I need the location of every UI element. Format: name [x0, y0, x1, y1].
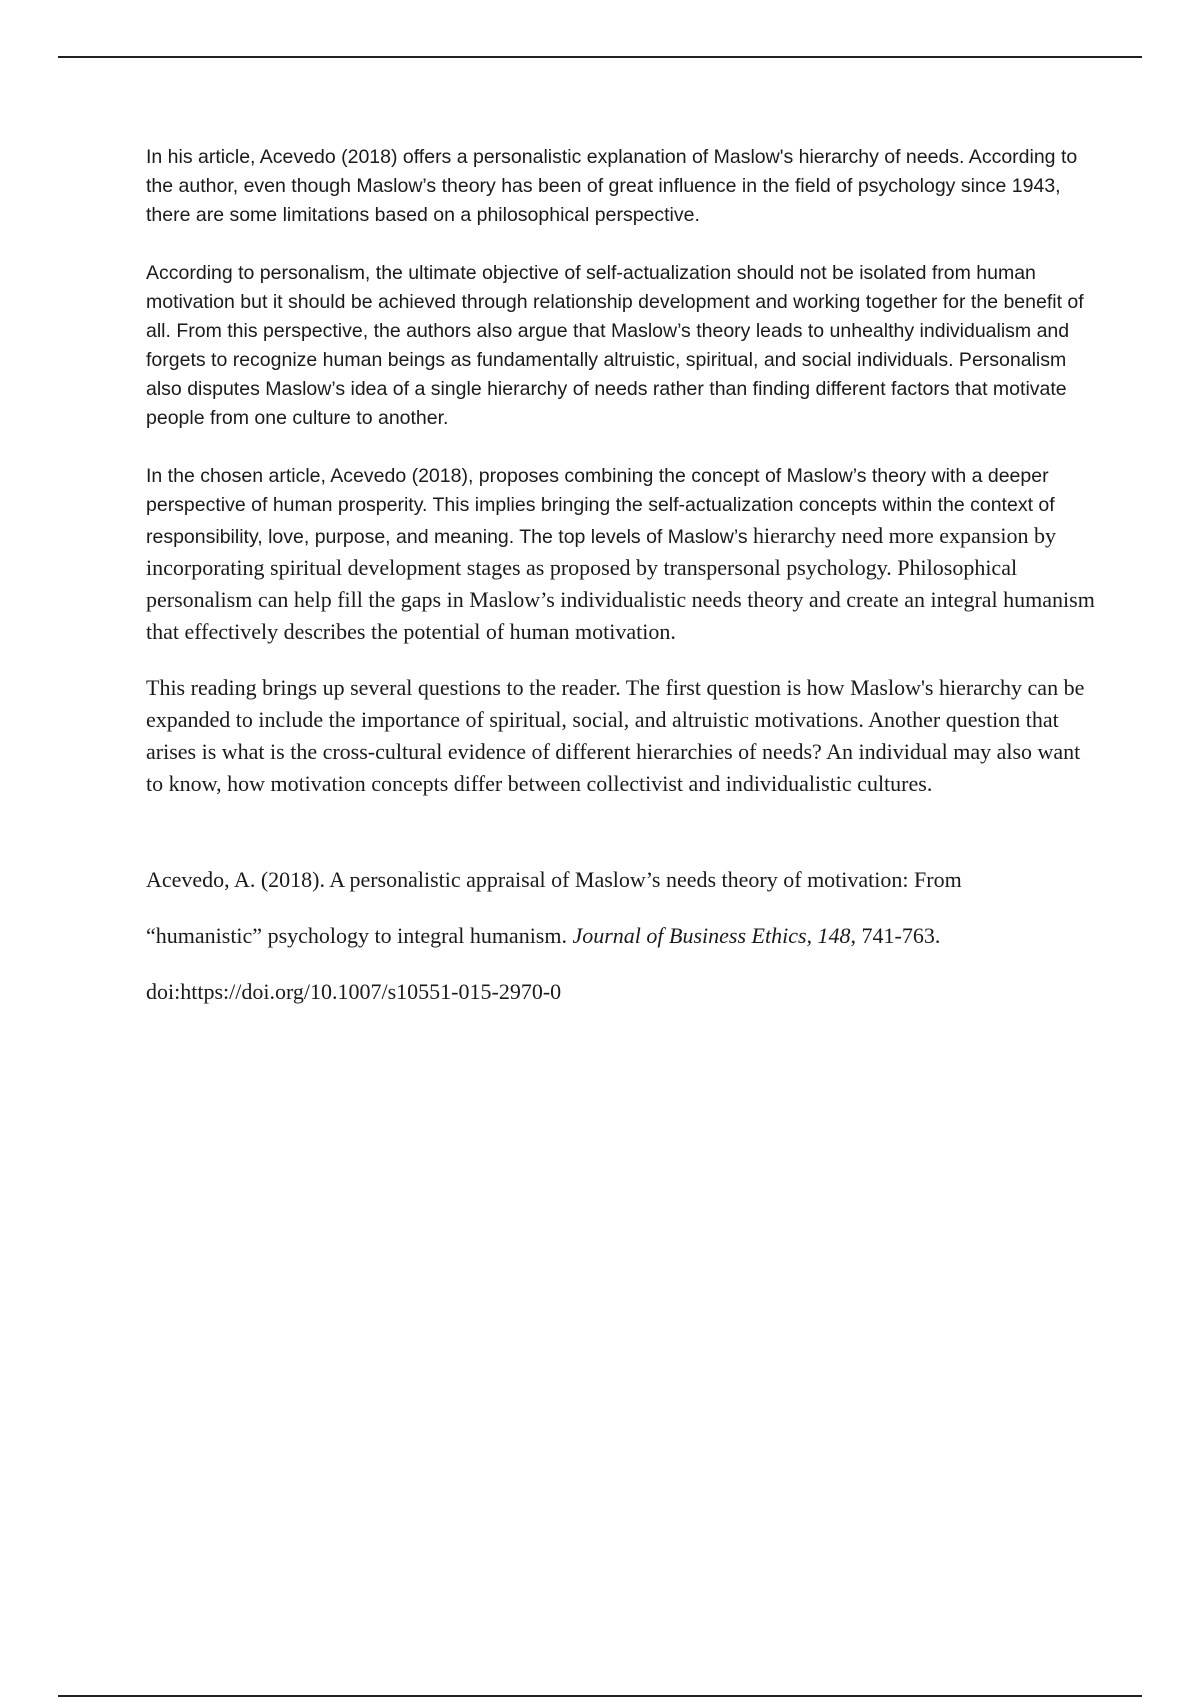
top-rule	[58, 56, 1142, 58]
document-body	[146, 143, 1096, 1034]
reference-line-1: Acevedo, A. (2018). A personalistic appraisal of Maslow’s needs theory of motivation: From	[146, 867, 962, 892]
paragraph-1: In his article, Acevedo (2018) offers a personalistic explanation of Maslow's hierarchy of needs. According to the author, even though Maslow’s theory has been of great influence in the field of psychology since 1943, there are some limitations based on a philosophical perspective.	[146, 146, 1078, 226]
reference-entry	[146, 866, 1096, 1006]
paragraph-3-serif-part: hierarchy need more expansion by incorporating spiritual development stages as proposed by transpersonal psychology. Philosophical personalism can help fill the gaps in Maslow’s individualistic needs theory and create an integral humanism that effectively describes the potential of human motivation.	[146, 523, 1095, 644]
paragraph-3-sans-part: In the chosen article, Acevedo (2018), proposes combining the concept of Maslow’s theory with a deeper perspective of human prosperity. This implies bringing the self-actualization concepts within the context of responsibility, love, purpose, and meaning. The top levels of Maslow’s	[146, 465, 1055, 548]
reference-line-2	[146, 922, 1096, 950]
reference-line-2-post: , 741-763.	[850, 923, 941, 948]
bottom-rule	[58, 1695, 1142, 1697]
reference-doi: doi:https://doi.org/10.1007/s10551-015-2970-0	[146, 979, 562, 1004]
paragraph-4: This reading brings up several questions to the reader. The first question is how Maslow's hierarchy can be expanded to include the importance of spiritual, social, and altruistic motivations. Another question that arises is what is the cross-cultural evidence of different hierarchies of needs? An individual may also want to know, how motivation concepts differ between collectivist and individualistic cultures.	[146, 675, 1085, 796]
paragraph-2: According to personalism, the ultimate objective of self-actualization should not be isolated from human motivation but it should be achieved through relationship development and working together for the benefit of all. From this perspective, the authors also argue that Maslow’s theory leads to unhealthy individualism and forgets to recognize human beings as fundamentally altruistic, spiritual, and social individuals. Personalism also disputes Maslow’s idea of a single hierarchy of needs rather than finding different factors that motivate people from one culture to another.	[146, 262, 1084, 429]
journal-title: Journal of Business Ethics, 148	[572, 923, 851, 948]
reference-line-2-pre: “humanistic” psychology to integral humanism.	[146, 923, 573, 948]
paragraph-3	[146, 462, 1096, 648]
